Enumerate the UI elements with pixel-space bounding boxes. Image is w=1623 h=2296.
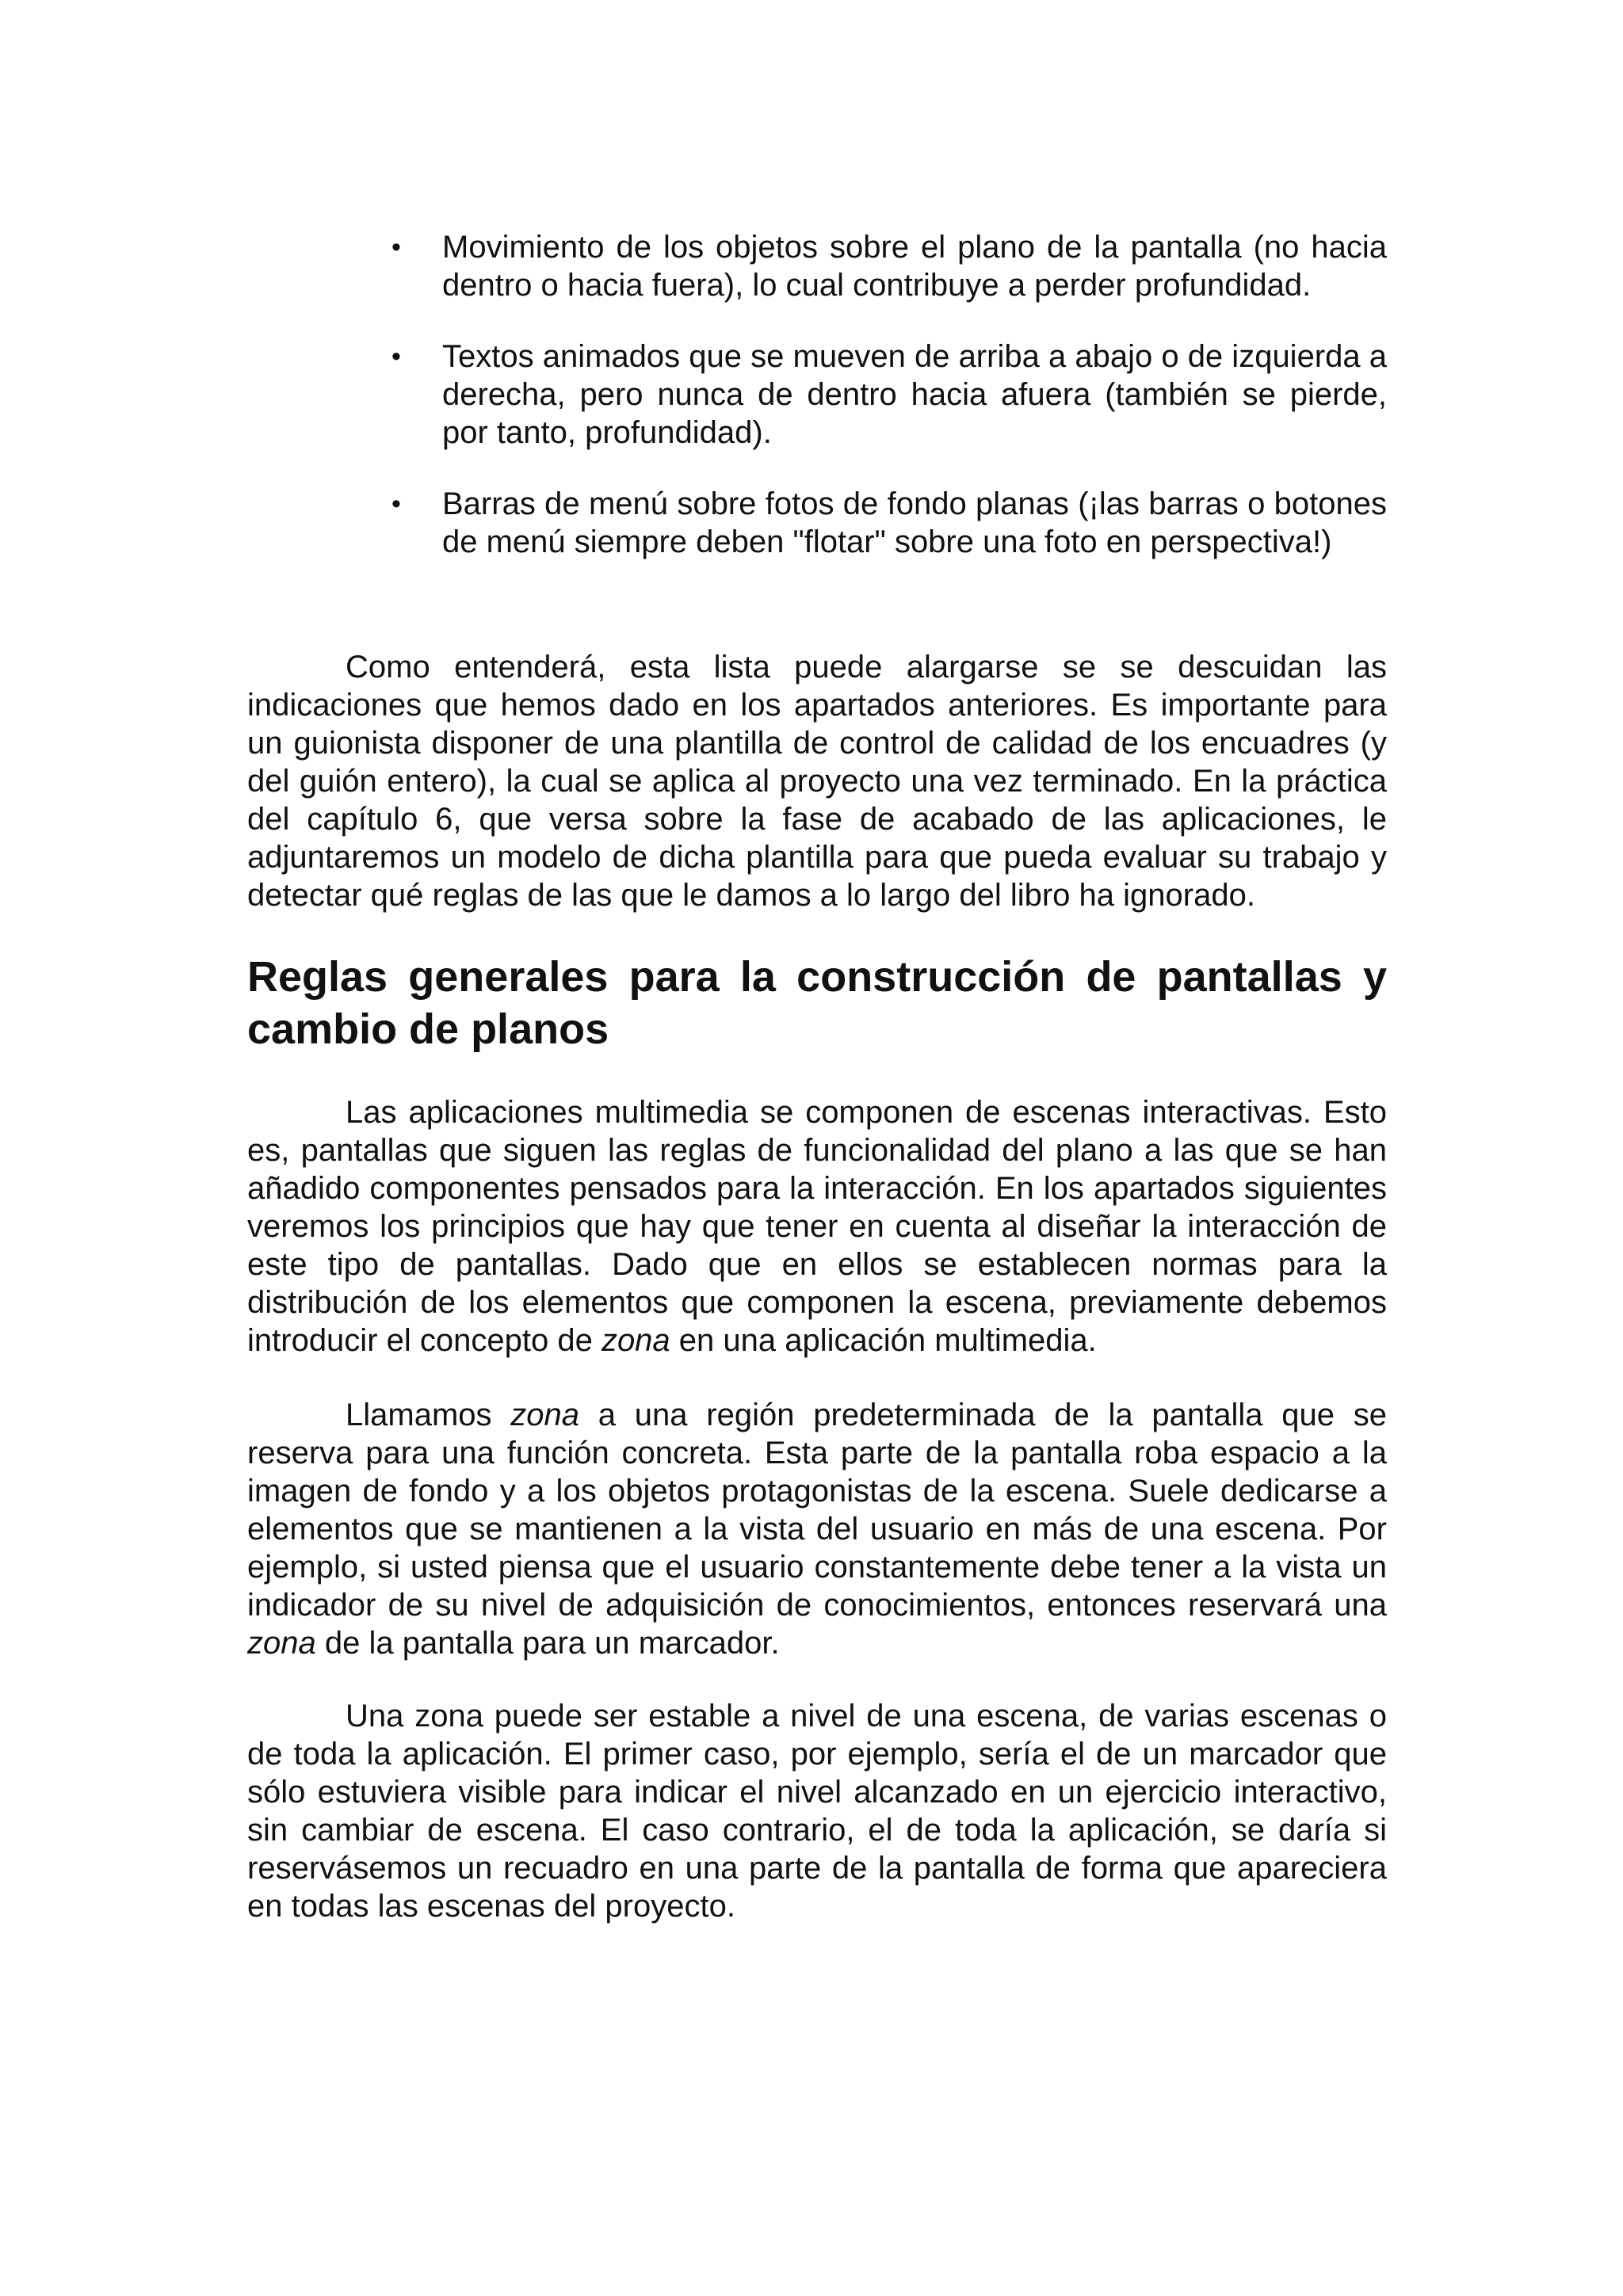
paragraph-block [247, 1093, 1387, 1360]
emphasis-text: zona [247, 1626, 316, 1661]
paragraph-text: Llamamos [346, 1398, 511, 1432]
bullet-text: Barras de menú sobre fotos de fondo planas (¡las barras o botones de menú siempre deben "flotar" sobre una foto en perspectiva!) [442, 486, 1387, 559]
paragraph-block [247, 648, 1387, 914]
list-item [379, 338, 1387, 452]
paragraph-block [247, 1697, 1387, 1925]
section-heading-block [247, 951, 1387, 1055]
bullet-list [379, 228, 1387, 561]
paragraph [247, 1396, 1387, 1662]
paragraph: Como entenderá, esta lista puede alargarse se se descuidan las indicaciones que hemos dado en los apartados anteriores. Es importante para un guionista disponer de una plantilla de control de calidad de los encuadres (y del guión entero), la cual se aplica al proyecto una vez terminado. En la práctica del capítulo 6, que versa sobre la fase de acabado de las aplicaciones, le adjuntaremos un modelo de dicha plantilla para que pueda evaluar su trabajo y detectar qué reglas de las que le damos a lo largo del libro ha ignorado. [247, 650, 1387, 913]
paragraph-text: a una región predeterminada de la pantalla que se reserva para una función concreta. Esta parte de la pantalla roba espacio a la imagen de fondo y a los objetos protagonistas de la escena. Suele dedicarse a elementos que se mantienen a la vista del usuario en más de una escena. Por ejemplo, si usted piensa que el usuario constantemente debe tener a la vista un indicador de su nivel de adquisición de conocimientos, entonces reservará una [247, 1398, 1387, 1623]
list-item [379, 228, 1387, 304]
paragraph [247, 1093, 1387, 1360]
paragraph: Una zona puede ser estable a nivel de una escena, de varias escenas o de toda la aplicación. El primer caso, por ejemplo, sería el de un marcador que sólo estuviera visible para indicar el nivel alcanzado en un ejercicio interactivo, sin cambiar de escena. El caso contrario, el de toda la aplicación, se daría si reservásemos un recuadro en una parte de la pantalla de forma que apareciera en todas las escenas del proyecto. [247, 1699, 1387, 1924]
bullet-text: Movimiento de los objetos sobre el plano de la pantalla (no hacia dentro o hacia fuera), lo cual contribuye a perder profundidad. [442, 230, 1387, 303]
bullet-icon: • [391, 232, 401, 262]
bullet-icon: • [391, 341, 401, 372]
section-heading: Reglas generales para la construcción de pantallas y cambio de planos [247, 953, 1387, 1053]
emphasis-text: zona [601, 1323, 670, 1358]
paragraph-text: de la pantalla para un marcador. [315, 1626, 780, 1661]
bullet-text: Textos animados que se mueven de arriba a abajo o de izquierda a derecha, pero nunca de dentro hacia afuera (también se pierde, por tanto, profundidad). [442, 339, 1387, 450]
list-item [379, 485, 1387, 561]
emphasis-text: zona [510, 1398, 580, 1432]
paragraph-text: Las aplicaciones multimedia se componen de escenas interactivas. Esto es, pantallas que siguen las reglas de funcionalidad del plano a las que se han añadido componentes pensados para la interacción. En los apartados siguientes veremos los principios que hay que tener en cuenta al diseñar la interacción de este tipo de pantallas. Dado que en ellos se establecen normas para la distribución de los elementos que componen la escena, previamente debemos introducir el concepto de [247, 1095, 1387, 1358]
paragraph-text: en una aplicación multimedia. [670, 1323, 1097, 1358]
paragraph-block [247, 1396, 1387, 1662]
bullet-icon: • [391, 489, 401, 519]
